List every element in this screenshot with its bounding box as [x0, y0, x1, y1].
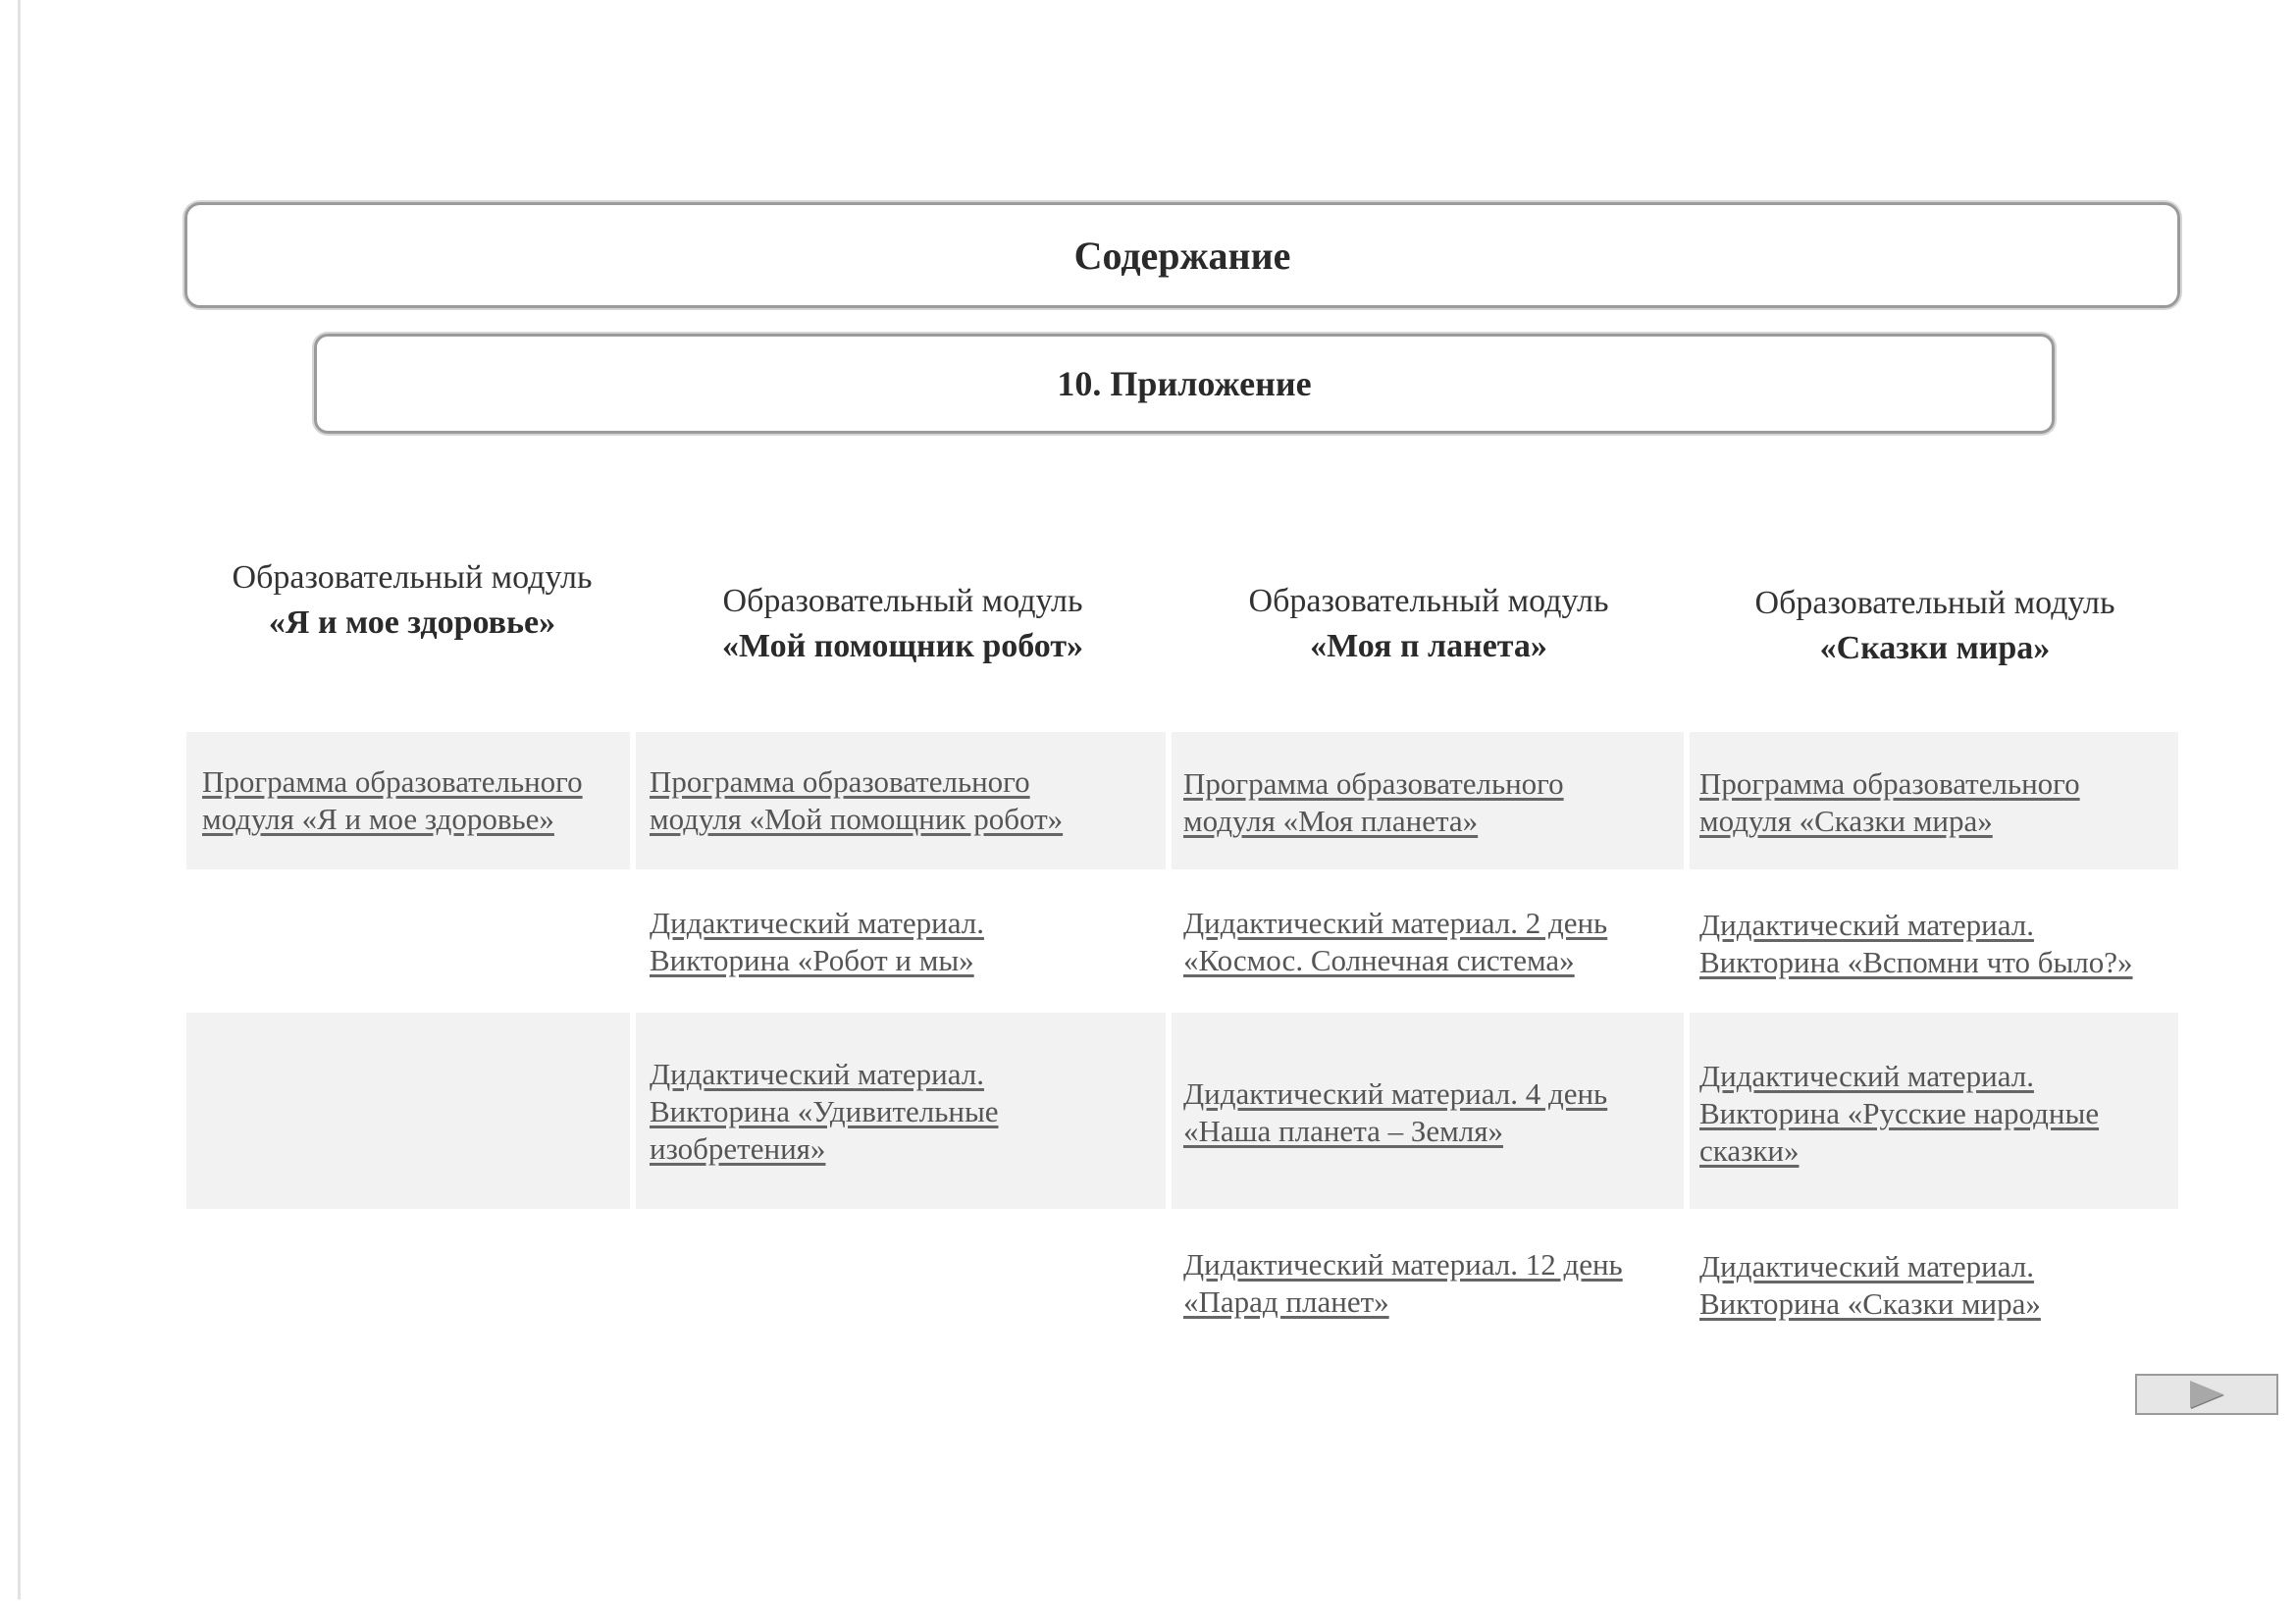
link-robot-quiz-robot-and-us[interactable] [650, 905, 984, 979]
link-health-program[interactable] [202, 763, 583, 838]
link-line: Дидактический материал. [1699, 1249, 2034, 1283]
link-line: Дидактический материал. [650, 906, 984, 940]
link-line: Викторина «Вспомни что было?» [1699, 945, 2133, 979]
link-robot-program[interactable] [650, 763, 1063, 838]
title-box [184, 202, 2180, 308]
module-header-health [186, 555, 638, 646]
link-tales-quiz-russian-tales[interactable] [1699, 1058, 2099, 1170]
link-tales-program[interactable] [1699, 765, 2080, 840]
link-tales-quiz-world-tales[interactable] [1699, 1248, 2041, 1323]
link-line: Программа образовательного [650, 764, 1030, 799]
link-planet-day-4[interactable] [1183, 1075, 1607, 1150]
module-label: Образовательный модуль [1248, 583, 1609, 619]
link-planet-program[interactable] [1183, 765, 1564, 840]
link-planet-day-2[interactable] [1183, 905, 1607, 979]
column-divider [630, 732, 636, 869]
scan-edge [18, 0, 21, 1599]
link-line: Дидактический материал. 2 день [1183, 906, 1608, 940]
module-name: «Мой помощник робот» [721, 628, 1084, 664]
link-line: «Парад планет» [1183, 1284, 1389, 1319]
link-line: Дидактический материал. 12 день [1183, 1247, 1623, 1282]
column-divider [1684, 732, 1690, 869]
link-line: Викторина «Сказки мира» [1699, 1286, 2041, 1321]
module-name: «Сказки мира» [1819, 630, 2051, 666]
link-planet-day-12[interactable] [1183, 1246, 1623, 1321]
link-line: Викторина «Удивительные [650, 1094, 999, 1128]
module-header-tales [1690, 581, 2180, 671]
link-line: модуля «Я и мое здоровье» [202, 802, 554, 836]
link-line: модуля «Моя планета» [1183, 804, 1479, 838]
module-header-planet [1174, 579, 1684, 669]
column-divider [1166, 1013, 1172, 1209]
section-title: 10. Приложение [1057, 364, 1312, 403]
link-line: Викторина «Русские народные [1699, 1096, 2100, 1130]
link-line: Дидактический материал. [1699, 908, 2034, 942]
link-line: модуля «Мой помощник робот» [650, 802, 1064, 836]
module-label: Образовательный модуль [722, 583, 1083, 619]
module-label: Образовательный модуль [1754, 585, 2115, 621]
link-line: Дидактический материал. [650, 1057, 984, 1091]
module-header-robot [638, 579, 1168, 669]
column-divider [630, 1013, 636, 1209]
link-line: Дидактический материал. 4 день [1183, 1076, 1608, 1111]
link-line: модуля «Сказки мира» [1699, 804, 1993, 838]
next-page-button[interactable] [2135, 1374, 2278, 1415]
link-line: Программа образовательного [1699, 766, 2080, 801]
play-arrow-icon [2190, 1381, 2223, 1408]
link-line: сказки» [1699, 1133, 1800, 1168]
link-line: Программа образовательного [1183, 766, 1564, 801]
module-name: «Я и мое здоровье» [268, 604, 556, 641]
link-line: «Космос. Солнечная система» [1183, 943, 1575, 977]
column-divider [1684, 1013, 1690, 1209]
link-tales-quiz-remember[interactable] [1699, 907, 2133, 981]
link-robot-quiz-inventions[interactable] [650, 1056, 999, 1168]
link-line: «Наша планета – Земля» [1183, 1114, 1504, 1148]
page-title: Содержание [1073, 233, 1291, 278]
module-label: Образовательный модуль [232, 559, 593, 596]
link-line: Дидактический материал. [1699, 1059, 2034, 1093]
link-line: изобретения» [650, 1131, 826, 1166]
section-box [314, 334, 2055, 434]
column-divider [1166, 732, 1172, 869]
link-line: Программа образовательного [202, 764, 583, 799]
link-line: Викторина «Робот и мы» [650, 943, 974, 977]
module-name: «Моя п ланета» [1310, 628, 1547, 664]
